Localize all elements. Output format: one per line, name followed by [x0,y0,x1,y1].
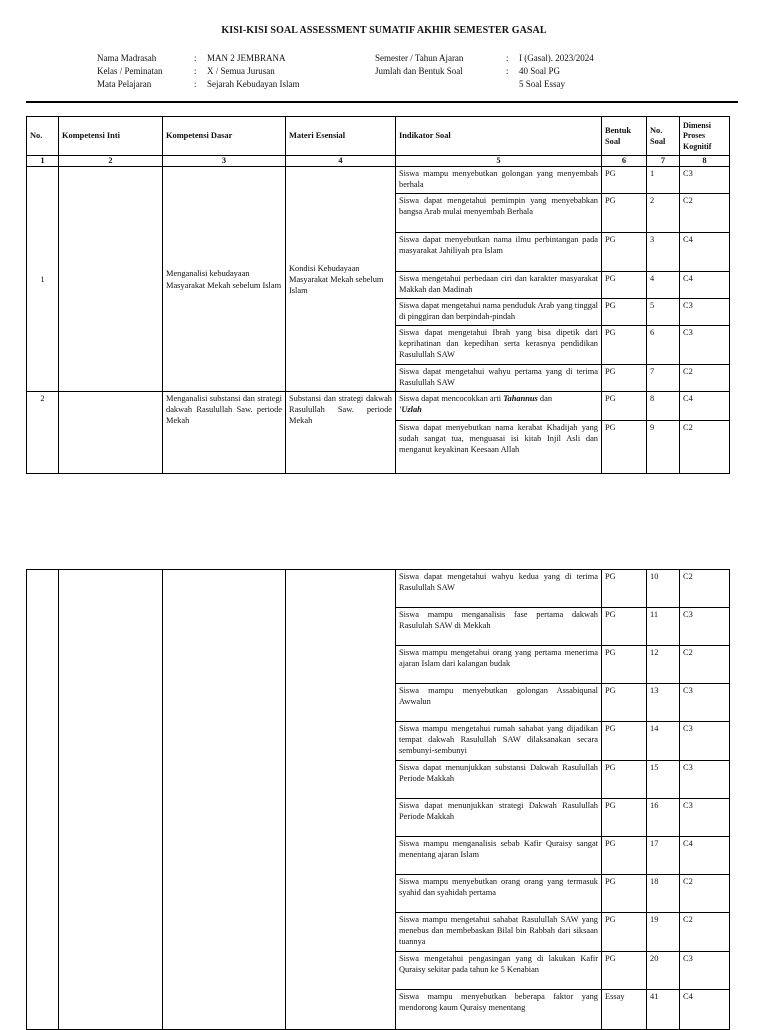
bentuk-cell: PG [602,684,647,722]
no-soal-cell: 12 [647,646,680,684]
meta-colon: : [506,66,509,76]
indikator-cell: Siswa mampu menyebutkan orang orang yang termasuk syahid dan syahidah pertama [396,875,602,913]
no-soal-cell: 15 [647,761,680,799]
indikator-cell [396,392,602,421]
bentuk-cell: PG [602,233,647,272]
bentuk-cell: PG [602,799,647,837]
indikator-cell: Siswa mampu mengetahui orang yang pertama menerima ajaran Islam dari kalangan budak [396,646,602,684]
meta-value-kelas: X / Semua Jurusan [207,66,275,76]
bentuk-cell: PG [602,326,647,365]
kompetensi-dasar-cell: Menganalisi kebudayaan Masyarakat Mekah sebelum Islam [163,167,286,392]
indikator-cell: Siswa mampu menganalisis fase pertama dakwah Rasululah SAW di Mekkah [396,608,602,646]
col-number: 7 [647,156,680,167]
meta-label: Nama Madrasah [97,53,157,63]
row-number [27,570,59,1030]
no-soal-cell: 20 [647,952,680,990]
kompetensi-inti-cell [59,167,163,392]
header-row [27,117,730,156]
no-soal-cell: 4 [647,272,680,299]
term-uzlah: 'Uzlah [399,405,422,415]
dimensi-cell: C2 [680,570,730,608]
kisi-kisi-table-page-2 [26,569,730,1030]
bentuk-cell: PG [602,837,647,875]
indikator-text: Siswa dapat mencocokkan arti [399,394,504,403]
table-row [27,167,730,194]
meta-value-mapel: Sejarah Kebudayan Islam [207,79,300,89]
bentuk-cell: PG [602,722,647,761]
meta-value-jumlah-essay: 5 Soal Essay [519,79,565,89]
no-soal-cell: 8 [647,392,680,421]
header-no-soal: No. Soal [647,117,680,156]
no-soal-cell: 7 [647,365,680,392]
kompetensi-inti-cell [59,392,163,474]
indikator-text: dan [537,394,553,403]
materi-esensial-cell [286,570,396,1030]
no-soal-cell: 14 [647,722,680,761]
dimensi-cell: C3 [680,299,730,326]
row-number: 1 [27,167,59,392]
table-row [27,392,730,421]
dimensi-cell: C2 [680,365,730,392]
bentuk-cell: PG [602,272,647,299]
header-indikator-soal: Indikator Soal [396,117,602,156]
kompetensi-inti-cell [59,570,163,1030]
dimensi-cell: C2 [680,913,730,952]
no-soal-cell: 9 [647,421,680,474]
no-soal-cell: 1 [647,167,680,194]
dimensi-cell: C3 [680,952,730,990]
indikator-cell: Siswa dapat menyebutkan nama kerabat Khadijah yang sudah sangat tua, menguasai isi kitab Injil Asli dan menganut keyakinan Keesaan Allah [396,421,602,474]
row-number: 2 [27,392,59,474]
term-tahannus: Tahannus [503,394,538,403]
meta-row-mapel [97,78,299,91]
col-number: 5 [396,156,602,167]
no-soal-cell: 41 [647,990,680,1030]
dimensi-cell: C4 [680,990,730,1030]
meta-row-madrasah [97,52,299,65]
meta-value-jumlah-pg: 40 Soal PG [519,66,561,76]
header-kompetensi-inti: Kompetensi Inti [59,117,163,156]
indikator-cell: Siswa dapat menunjukkan strategi Dakwah Rasulullah Periode Makkah [396,799,602,837]
document-title: KISI-KISI SOAL ASSESSMENT SUMATIF AKHIR SEMESTER GASAL [221,25,547,36]
header-materi-esensial: Materi Esensial [286,117,396,156]
column-number-row [27,156,730,167]
indikator-cell: Siswa dapat mengetahui Ibrah yang bisa dipetik dari keprihatinan dan kepedihan serta kerasnya pendidikan Rasulullah SAW [396,326,602,365]
no-soal-cell: 3 [647,233,680,272]
col-number: 1 [27,156,59,167]
dimensi-cell: C3 [680,326,730,365]
dimensi-cell: C2 [680,421,730,474]
meta-colon: : [194,66,197,76]
meta-row-jumlah [375,65,594,78]
dimensi-cell: C2 [680,646,730,684]
col-number: 6 [602,156,647,167]
no-soal-cell: 11 [647,608,680,646]
meta-value-madrasah: MAN 2 JEMBRANA [207,53,286,63]
bentuk-cell: PG [602,875,647,913]
no-soal-cell: 5 [647,299,680,326]
meta-row-essay [375,78,594,91]
indikator-cell: Siswa dapat mengetahui nama penduduk Arab yang tinggal di pinggiran dan berpindah-pindah [396,299,602,326]
dimensi-cell: C3 [680,722,730,761]
bentuk-cell: PG [602,365,647,392]
indikator-cell: Siswa mampu mengetahui rumah sahabat yang dijadikan tempat dakwah Rasulullah SAW dilaksanakan secara sembunyi-sembunyi [396,722,602,761]
no-soal-cell: 10 [647,570,680,608]
dimensi-cell: C4 [680,837,730,875]
bentuk-cell: PG [602,194,647,233]
meta-label-empty [375,78,519,91]
dimensi-cell: C2 [680,875,730,913]
dimensi-cell: C4 [680,392,730,421]
bentuk-cell: PG [602,646,647,684]
no-soal-cell: 6 [647,326,680,365]
no-soal-cell: 17 [647,837,680,875]
indikator-cell: Siswa mampu menganalisis sebab Kafir Quraisy sangat menentang ajaran Islam [396,837,602,875]
bentuk-cell: PG [602,167,647,194]
indikator-cell: Siswa mengetahui pengasingan yang di lakukan Kafir Quraisy sekitar pada tahun ke 5 Kenabian [396,952,602,990]
meta-value-semester: I (Gasal). 2023/2024 [519,53,594,63]
indikator-cell: Siswa dapat menunjukkan substansi Dakwah Rasulullah Periode Makkah [396,761,602,799]
bentuk-cell: PG [602,570,647,608]
dimensi-cell: C4 [680,272,730,299]
bentuk-cell: PG [602,392,647,421]
indikator-cell: Siswa mampu menyebutkan golongan yang menyembah berhala [396,167,602,194]
meta-right [375,52,594,91]
kompetensi-dasar-cell [163,570,286,1030]
dimensi-cell: C4 [680,233,730,272]
bentuk-cell: PG [602,299,647,326]
header-divider [26,101,738,103]
bentuk-cell: PG [602,421,647,474]
bentuk-cell: PG [602,952,647,990]
table-row [27,570,730,608]
bentuk-cell: PG [602,761,647,799]
meta-colon: : [506,53,509,63]
indikator-cell: Siswa dapat mengetahui wahyu kedua yang di terima Rasulullah SAW [396,570,602,608]
dimensi-cell: C3 [680,799,730,837]
dimensi-cell: C3 [680,167,730,194]
indikator-cell: Siswa dapat mengetahui pemimpin yang menyebabkan bangsa Arab mulai menyembah Berhala [396,194,602,233]
header-kompetensi-dasar: Kompetensi Dasar [163,117,286,156]
meta-label: Semester / Tahun Ajaran [375,53,464,63]
meta-label: Jumlah dan Bentuk Soal [375,66,463,76]
col-number: 2 [59,156,163,167]
meta-colon: : [194,79,197,89]
meta-row-semester [375,52,594,65]
bentuk-cell: PG [602,913,647,952]
no-soal-cell: 13 [647,684,680,722]
meta-row-kelas [97,65,299,78]
no-soal-cell: 18 [647,875,680,913]
indikator-cell: Siswa dapat menyebutkan nama ilmu perbintangan pada masyarakat Jahiliyah pra Islam [396,233,602,272]
meta-label: Kelas / Peminatan [97,66,163,76]
dimensi-cell: C3 [680,608,730,646]
col-number: 4 [286,156,396,167]
indikator-cell: Siswa mengetahui perbedaan ciri dan karakter masyarakat Makkah dan Madinah [396,272,602,299]
no-soal-cell: 16 [647,799,680,837]
meta-left [97,52,299,91]
col-number: 8 [680,156,730,167]
indikator-cell: Siswa dapat mengetahui wahyu pertama yang di terima Rasulullah SAW [396,365,602,392]
meta-colon: : [194,53,197,63]
indikator-cell: Siswa mampu menyebutkan golongan Assabiqunal Awwalun [396,684,602,722]
materi-esensial-cell: Kondisi Kebudayaan Masyarakat Mekah sebelum Islam [286,167,396,392]
meta-label: Mata Pelajaran [97,79,152,89]
no-soal-cell: 2 [647,194,680,233]
materi-esensial-cell: Substansi dan strategi dakwah Rasulullah Saw. periode Mekah [286,392,396,474]
dimensi-cell: C2 [680,194,730,233]
indikator-cell: Siswa mampu mengetahui sahabat Rasulullah SAW yang menebus dan membebaskan Bilal bin Rabbah dari siksaan tuannya [396,913,602,952]
header-dimensi: Dimensi Proses Kognitif [680,117,730,156]
dimensi-cell: C3 [680,684,730,722]
indikator-cell: Siswa mampu menyebutkan beberapa faktor yang mendorong kaum Quraisy menentang [396,990,602,1030]
no-soal-cell: 19 [647,913,680,952]
dimensi-cell: C3 [680,761,730,799]
bentuk-cell: PG [602,608,647,646]
kompetensi-dasar-cell: Menganalisi substansi dan strategi dakwah Rasulullah Saw. periode Mekah [163,392,286,474]
header-bentuk-soal: Bentuk Soal [602,117,647,156]
kisi-kisi-table-page-1 [26,116,730,474]
bentuk-cell: Essay [602,990,647,1030]
col-number: 3 [163,156,286,167]
header-no: No. [27,117,59,156]
